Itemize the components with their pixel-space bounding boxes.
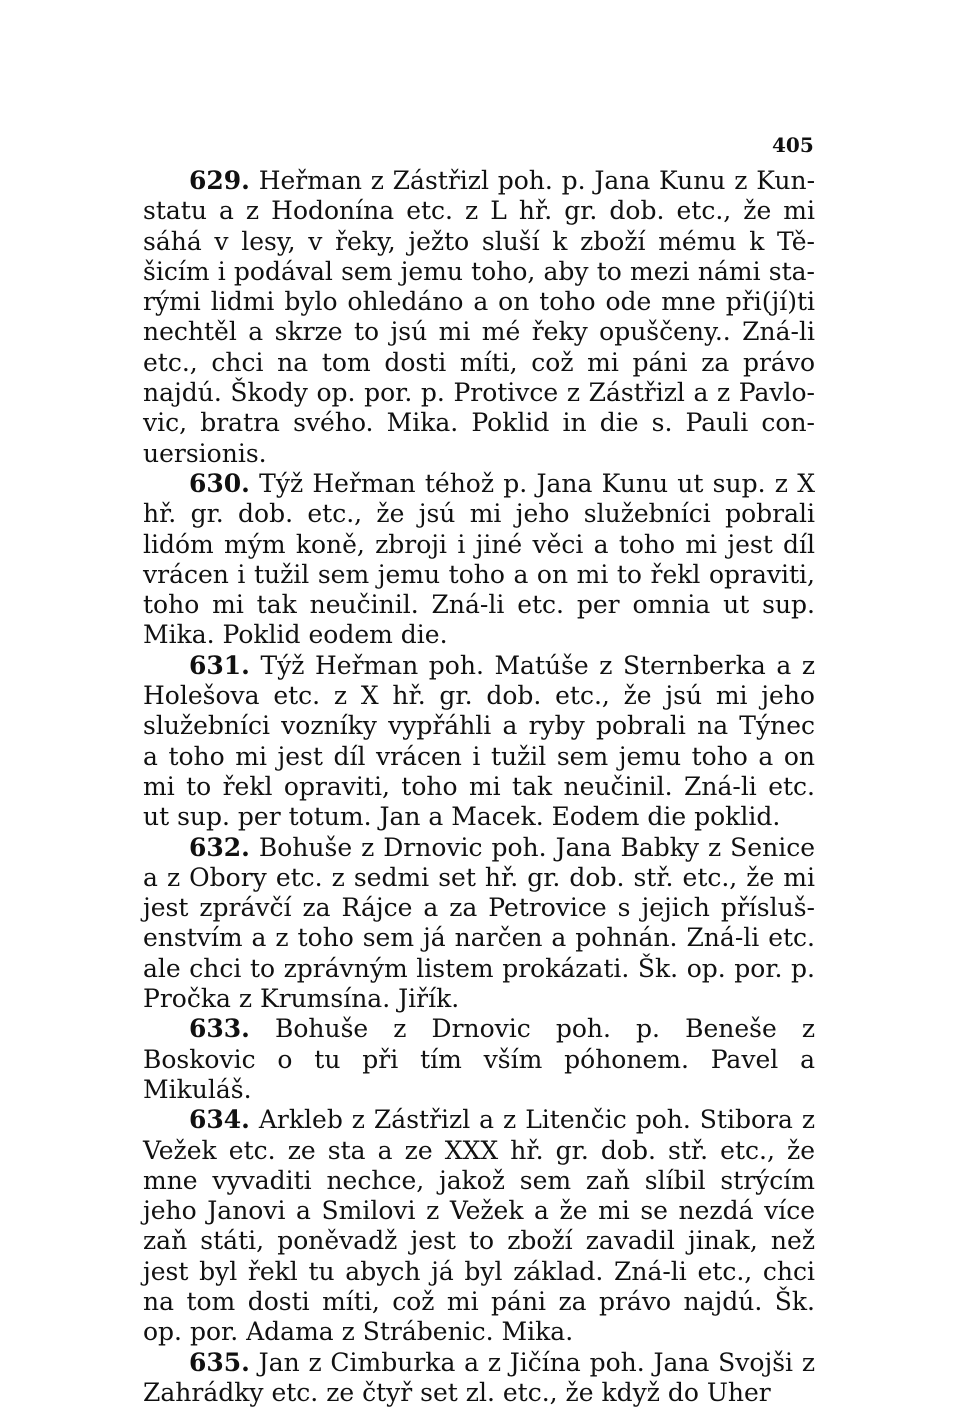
- page-number: 405: [772, 133, 814, 157]
- entry-text: Jan z Cimburka a z Jičína poh. Jana Svojši z Zahrádky etc. ze čtyř set zl. etc., že když do Uher: [143, 1347, 815, 1407]
- entry-number: 631.: [189, 650, 250, 680]
- entry-text: Týž Heřman poh. Matúše z Sternberka a z Holešova etc. z X hř. gr. dob. etc., že jsú mi jeho služebníci vozníky vypřáhli a ryby pobrali na Týnec a toho mi jest díl vrácen i tužil sem jemu toho a on mi to řekl opraviti, toho mi tak neučinil. Zná-li etc. ut sup. per totum. Jan a Macek. Eodem die poklid.: [143, 650, 815, 832]
- entry-630: [143, 469, 815, 651]
- entry-text: Bohuše z Drnovic poh. p. Beneše z Boskovic o tu při tím vším póhonem. Pavel a Mikuláš.: [143, 1014, 815, 1104]
- entry-629: [143, 166, 815, 469]
- entry-number: 634.: [189, 1105, 250, 1135]
- entry-number: 633.: [189, 1014, 250, 1044]
- document-body: [143, 166, 815, 1408]
- entry-633: [143, 1014, 815, 1105]
- entry-632: [143, 833, 815, 1015]
- entry-number: 635.: [189, 1347, 250, 1377]
- entry-text: Heřman z Zástřizl poh. p. Jana Kunu z Kunstatu a z Hodonína etc. z L hř. gr. dob. etc., že mi sáhá v lesy, v řeky, ježto sluší k zboží mému k Těšicím i podával sem jemu toho, aby to mezi námi starými lidmi bylo ohledáno a on toho ode mne při(jí)ti nechtěl a skrze to jsú mi mé řeky opuščeny.. Zná-li etc., chci na tom dosti míti, což mi páni za právo najdú. Škody op. por. p. Protivce z Zástřizl a z Pavlovic, bratra svého. Mika. Poklid in die s. Pauli conuersionis.: [143, 166, 816, 468]
- entry-text: Týž Heřman téhož p. Jana Kunu ut sup. z X hř. gr. dob. etc., že jsú mi jeho služebníci pobrali lidóm mým koně, zbroji i jiné věci a toho mi jest díl vrácen i tužil sem jemu toho a on mi to řekl opraviti, toho mi tak neučinil. Zná-li etc. per omnia ut sup. Mika. Poklid eodem die.: [143, 468, 815, 650]
- entry-631: [143, 651, 815, 833]
- entry-634: [143, 1105, 815, 1347]
- entry-number: 630.: [189, 468, 250, 498]
- entry-number: 632.: [189, 832, 250, 862]
- entry-635: [143, 1348, 815, 1409]
- entry-text: Arkleb z Zástřizl a z Litenčic poh. Stibora z Vežek etc. ze sta a ze XXX hř. gr. dob. stř. etc., že mne vyvaditi nechce, jakož sem zaň slíbil strýcím jeho Janovi a Smilovi z Vežek a že mi se nezdá více zaň státi, poněvadž jest to zboží zavadil jinak, než jest byl řekl tu abych já byl základ. Zná-li etc., chci na tom dosti míti, což mi páni za právo najdú. Šk. op. por. Adama z Strábenic. Mika.: [143, 1105, 815, 1347]
- entry-text: Bohuše z Drnovic poh. Jana Babky z Senice a z Obory etc. z sedmi set hř. gr. dob. stř. etc., že mi jest zprávčí za Rájce a za Petrovice s jejich příslušenstvím a z toho sem já narčen a pohnán. Zná-li etc. ale chci to zprávným listem prokázati. Šk. op. por. p. Pročka z Krumsína. Jiřík.: [143, 832, 815, 1014]
- entry-number: 629.: [189, 166, 250, 195]
